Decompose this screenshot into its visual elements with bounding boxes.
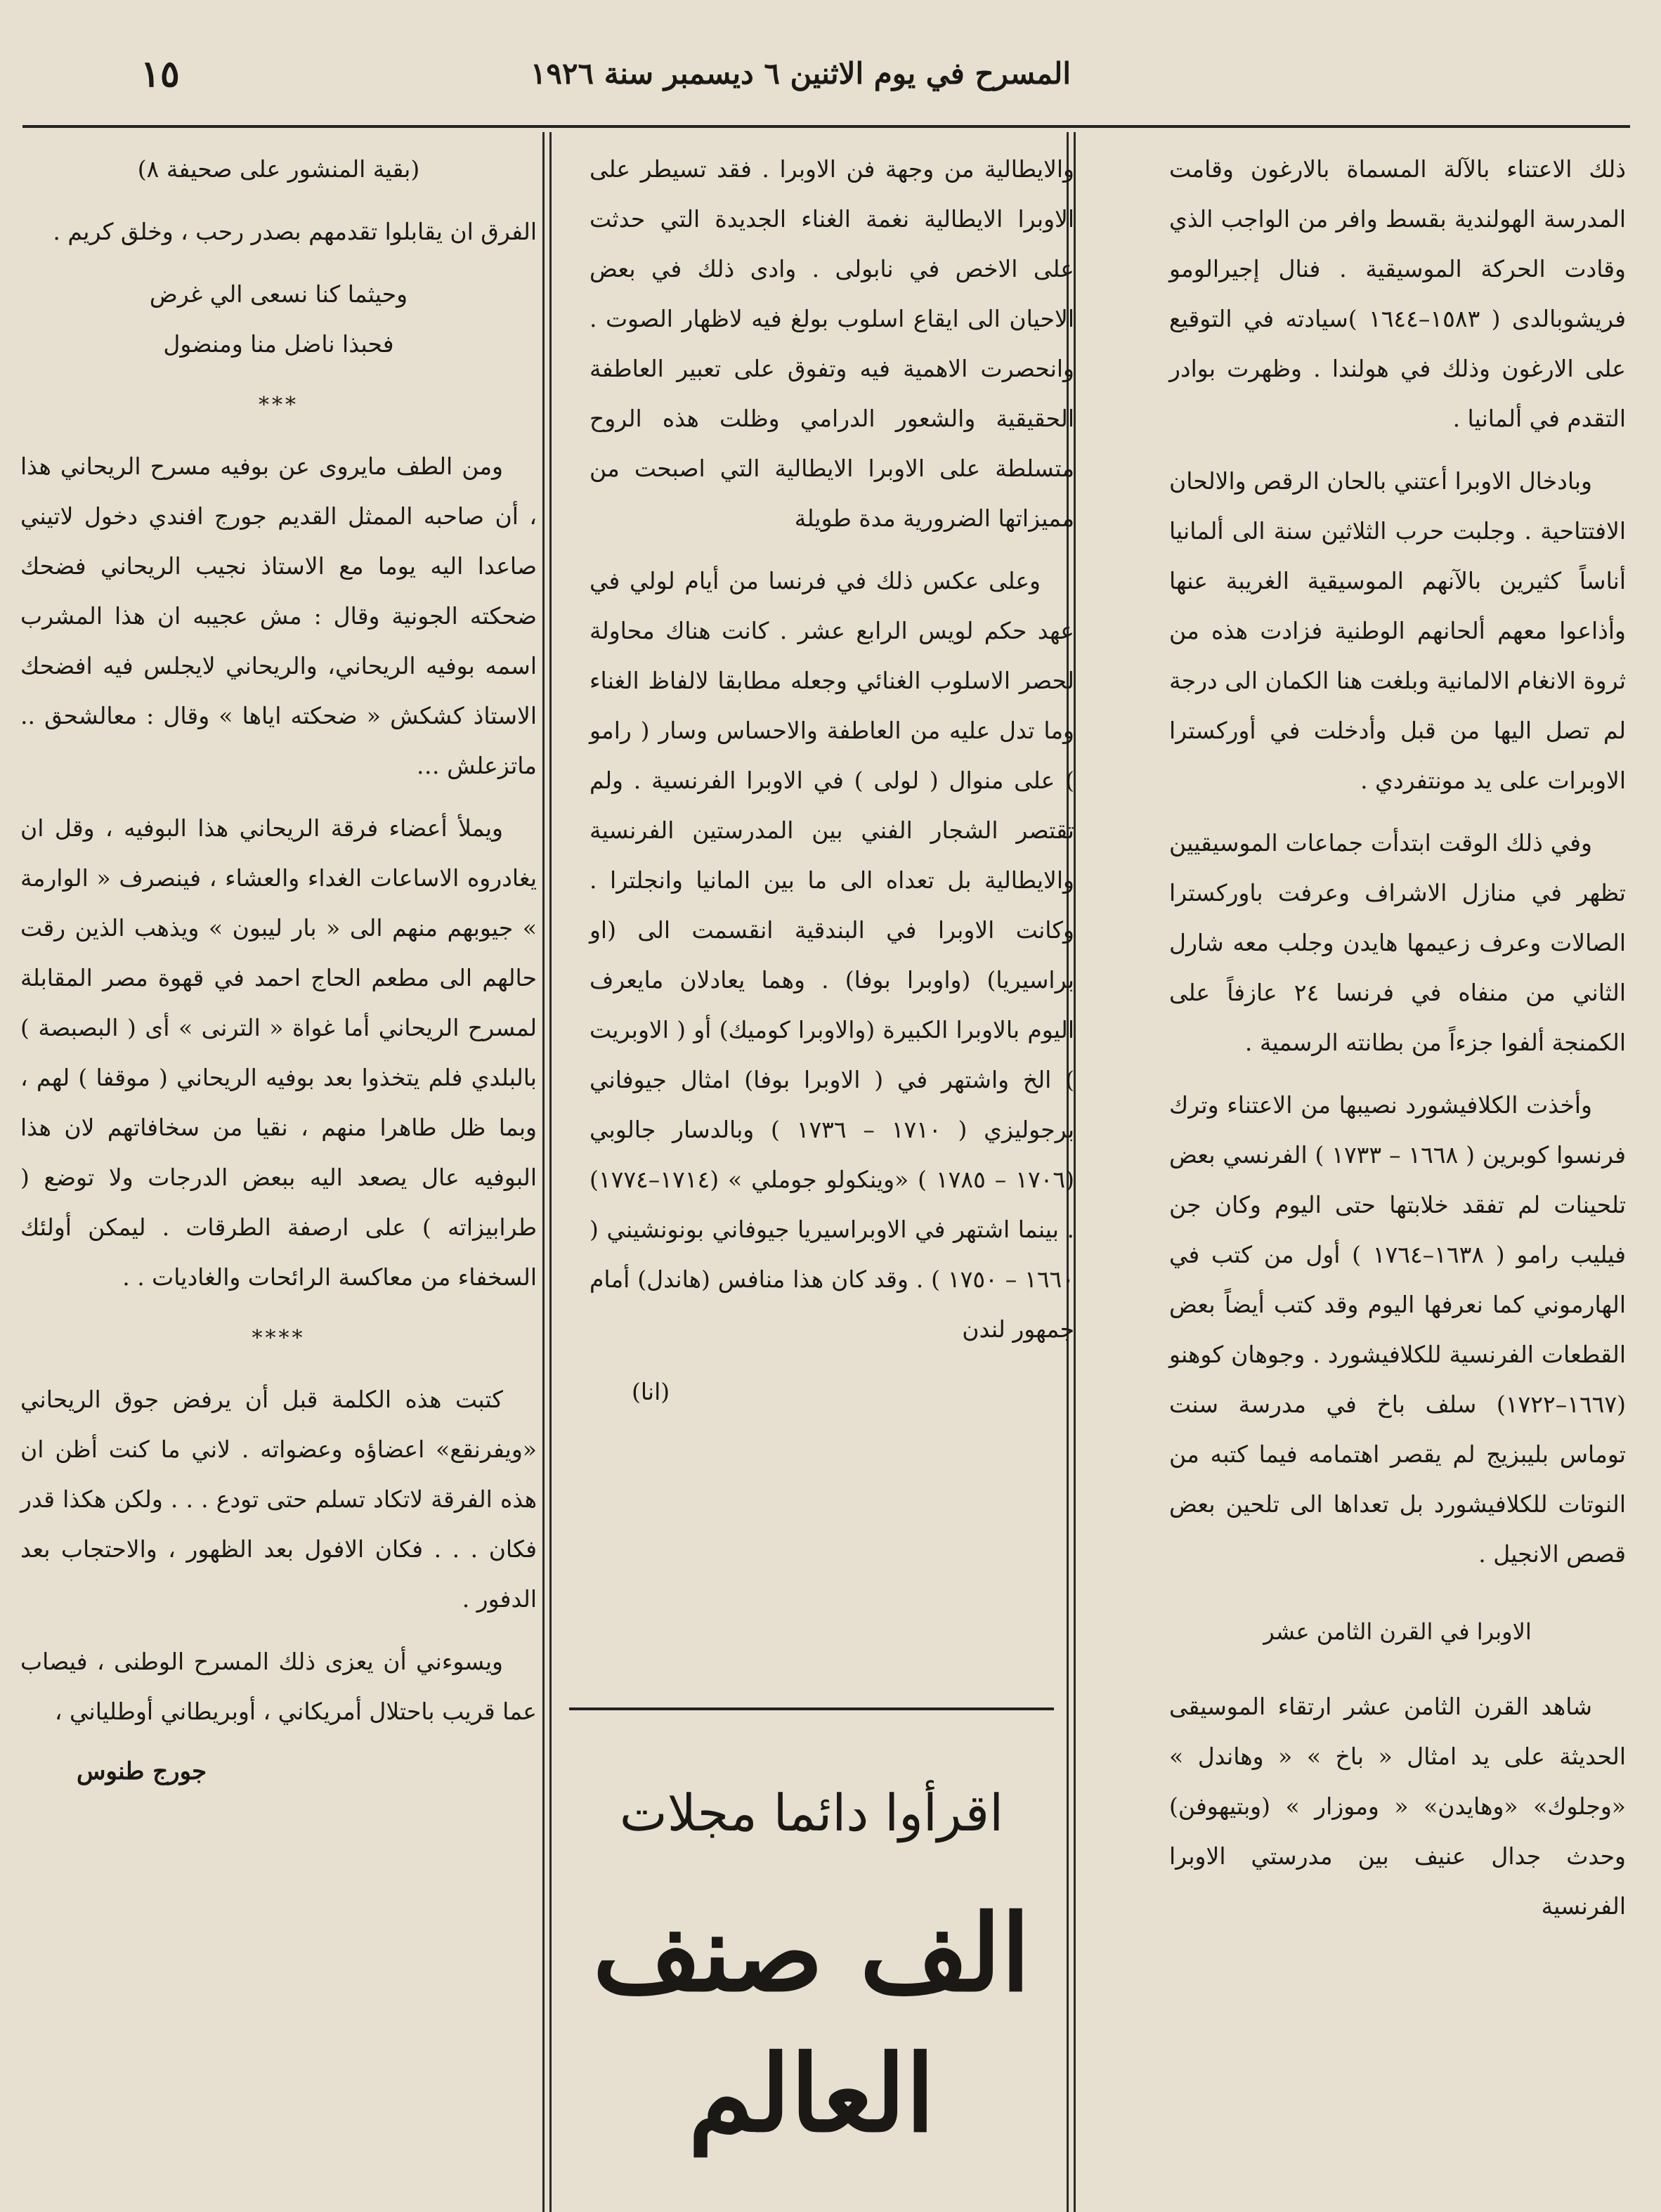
advert-line-1: اقرأوا دائما مجلات — [619, 1783, 1004, 1842]
verse-line: وحيثما كنا نسعى الي غرض — [149, 280, 408, 308]
author-signature: جورج طنوس — [77, 1757, 207, 1785]
paragraph: ويملأ أعضاء فرقة الريحاني هذا البوفيه ، وقل ان يغادروه الاساعات الغداء والعشاء ، فينصرف « الوارمة » جيوبهم منهم الى « بار ليبون » ويذهب الذين رقت حالهم الى مطعم الحاج احمد في قهوة مصر المقابلة لمسرح الريحاني أما غواة « الترنى » أى ( البصبصة ) بالبلدي فلم يتخذوا بعد بوفيه الريحاني ( موقفا ) لهم ، وبما ظل طاهرا منهم ، نقيا من سخافاتهم لان هذا البوفيه عال يصعد اليه ببعض الدرجات ولا توضع ( طرابيزاته ) على ارصفة الطرقات . ليمكن أولئك السخفاء من معاكسة الرائحات والغاديات . . — [20, 814, 537, 1291]
page-header — [0, 49, 1661, 112]
article-column-left — [20, 144, 537, 1785]
header-title: المسرح في يوم الاثنين ٦ ديسمبر سنة ١٩٢٦ — [530, 56, 1071, 91]
author-initials: (انا) — [632, 1378, 670, 1405]
continuation-note: (بقية المنشور على صحيفة ٨) — [137, 155, 420, 183]
section-separator: **** — [252, 1326, 306, 1351]
advertisement-box — [569, 1778, 1054, 2156]
paragraph: ذلك الاعتناء بالآلة المسماة بالارغون وقامت المدرسة الهولندية بقسط وافر من الواجب الذي وقادت الحركة الموسيقية . فنال إجيرالومو فريشوبالدى ( ١٥٨٣–١٦٤٤ )سيادته في التوقيع على الارغون وذلك في هولندا . وظهرت بوادر التقدم في ألمانيا . — [1169, 155, 1626, 432]
verse-line: فحبذا ناضل منا ومنضول — [163, 330, 394, 358]
paragraph: شاهد القرن الثامن عشر ارتقاء الموسيقى الحديثة على يد امثال « باخ » « وهاندل » «وجلوك» «وهايدن» « وموزار » (وبتيهوفن) وحدث جدال عنيف بين مدرستي الاوبرا الفرنسية — [1169, 1693, 1626, 1920]
paragraph: كتبت هذه الكلمة قبل أن يرفض جوق الريحاني «ويفرنقع» اعضاؤه وعضواته . لاني ما كنت أظن ان هذه الفرقة لاتكاد تسلم حتى تودع . . . ولكن هكذا قدر فكان . . . فكان الافول بعد الظهور ، والاحتجاب بعد الدفور . — [20, 1386, 537, 1613]
paragraph: وعلى عكس ذلك في فرنسا من أيام لولي في عهد حكم لويس الرابع عشر . كانت هناك محاولة لحصر الاسلوب الغنائي وجعله مطابقا لالفاظ الغناء وما تدل عليه من العاطفة والاحساس وسار ( رامو ) على منوال ( لولى ) في الاوبرا الفرنسية . ولم تقتصر الشجار الفني بين المدرستين الفرنسية والايطالية بل تعداه الى ما بين المانيا وانجلترا . وكانت الاوبرا في البندقية انقسمت الى (او براسيريا) (واوبرا بوفا) . وهما يعادلان مايعرف اليوم بالاوبرا الكبيرة (والاوبرا كوميك) أو ( الاوبريت ) الخ واشتهر في ( الاوبرا بوفا) امثال جيوفاني برجوليزي ( ١٧١٠ – ١٧٣٦ ) وبالدسار جالوبي (١٧٠٦ – ١٧٨٥ ) «وينكولو جوملي » (١٧١٤–١٧٧٤) . بينما اشتهر في الاوبراسيريا جيوفاني بونونشيني ( ١٦٦٠ – ١٧٥٠ ) . وقد كان هذا منافس (هاندل) أمام جمهور لندن — [590, 567, 1075, 1343]
column-divider-left — [549, 132, 552, 2212]
paragraph: الفرق ان يقابلوا تقدمهم بصدر رحب ، وخلق كريم . — [53, 218, 537, 245]
column-divider-left-inner — [542, 132, 545, 2212]
advert-separator-rule — [569, 1707, 1054, 1710]
paragraph: وفي ذلك الوقت ابتدأت جماعات الموسيقيين تظهر في منازل الاشراف وعرفت باوركسترا الصالات وعرف زعيمها هايدن وجلب معه شارل الثاني من منفاه في فرنسا ٢٤ عازفاً على الكمنجة ألفوا جزءاً من بطانته الرسمية . — [1169, 829, 1626, 1056]
paragraph: وأخذت الكلافيشورد نصيبها من الاعتناء وترك فرنسوا كوبرين ( ١٦٦٨ – ١٧٣٣ ) الفرنسي بعض تلحينات لم تفقد خلابتها حتى اليوم وكان جن فيليب رامو ( ١٦٣٨–١٧٦٤ ) أول من كتب في الهارموني كما نعرفها اليوم وقد كتب أيضاً بعض القطعات الفرنسية للكلافيشورد . وجوهان كوهنو (١٦٦٧–١٧٢٢) سلف باخ في مدرسة سنت توماس بليبزيج لم يقصر اهتمامه فيما كتبه من النوتات للكلافيشورد بل تعداها الى تلحين بعض قصص الانجيل . — [1169, 1091, 1626, 1568]
paragraph: وبادخال الاوبرا أعتني بالحان الرقص والالحان الافتتاحية . وجلبت حرب الثلاثين سنة الى ألمانيا أناساً كثيرين بالآنهم الموسيقية الغريبة عنها وأذاعوا معهم ألحانهم الوطنية فزادت هذه من ثروة الانغام الالمانية وبلغت هنا الكمان الى درجة لم تصل اليها من قبل وأدخلت في أوركسترا الاوبرات على يد مونتفردي . — [1169, 467, 1626, 794]
article-column-middle — [590, 144, 1074, 1429]
section-subheading: الاوبرا في القرن الثامن عشر — [1263, 1618, 1532, 1645]
paragraph: والايطالية من وجهة فن الاوبرا . فقد تسيطر على الاوبرا الايطالية نغمة الغناء الجديدة التي حدثت على الاخص في نابولى . وادى ذلك في بعض الاحيان الى ايقاع اسلوب بولغ فيه لاظهار الصوت . وانحصرت الاهمية فيه وتفوق على تعبير العاطفة الحقيقية والشعور الدرامي وظلت هذه الروح متسلطة على الاوبرا الايطالية التي اصبحت من مميزاتها الضرورية مدة طويلة — [590, 155, 1074, 532]
advert-line-3: العالم — [688, 2032, 935, 2156]
header-rule — [22, 125, 1630, 128]
paragraph: ويسوءني أن يعزى ذلك المسرح الوطنى ، فيصاب عما قريب باحتلال أمريكاني ، أوبريطاني أوطلياني ، — [20, 1648, 537, 1725]
advert-line-2: الف صنف — [592, 1892, 1031, 2015]
article-column-right — [1169, 144, 1626, 1944]
section-separator: *** — [259, 393, 299, 417]
paragraph: ومن الطف مايروى عن بوفيه مسرح الريحاني هذا ، أن صاحبه الممثل القديم جورج افندي دخول لاتيني صاعدا اليه يوما مع الاستاذ نجيب الريحاني فضحك ضحكته الجونية وقال : مش عجيبه ان هذا المشرب اسمه بوفيه الريحاني، والريحاني لايجلس فيه افضحك الاستاذ كشكش « ضحكته اياها » وقال : معالشحق .. ماتزعلش … — [20, 453, 537, 779]
page-number: ١٥ — [141, 53, 180, 96]
